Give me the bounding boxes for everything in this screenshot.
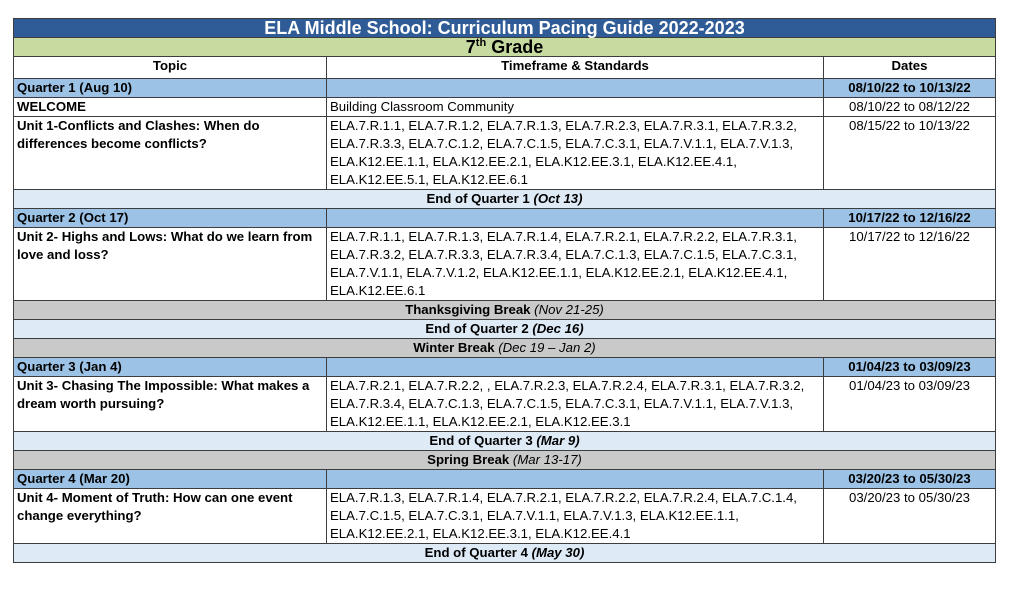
- break-date: (Nov 21-25): [534, 302, 604, 317]
- unit-row: [14, 117, 996, 190]
- quarter-label: Quarter 2 (Oct 17): [14, 209, 327, 228]
- end-of-quarter-date: (Mar 9): [536, 433, 580, 448]
- end-of-quarter-cell: [14, 190, 996, 209]
- unit-topic: Unit 1-Conflicts and Clashes: When do differences become conflicts?: [14, 117, 327, 190]
- end-of-quarter-text: End of Quarter 4: [424, 545, 532, 560]
- end-of-quarter-cell: [14, 320, 996, 339]
- quarter-label: Quarter 3 (Jan 4): [14, 358, 327, 377]
- break-row: [14, 339, 996, 358]
- quarter-dates: 01/04/23 to 03/09/23: [824, 358, 996, 377]
- quarter-spacer: [327, 358, 824, 377]
- unit-row: [14, 377, 996, 432]
- unit-topic: Unit 2- Highs and Lows: What do we learn from love and loss?: [14, 228, 327, 301]
- quarter-dates: 08/10/22 to 10/13/22: [824, 79, 996, 98]
- column-header-row: [14, 57, 996, 79]
- end-of-quarter-date: (May 30): [531, 545, 585, 560]
- grade-number: 7: [465, 37, 476, 57]
- grade-heading: [14, 38, 996, 57]
- quarter-dates: 03/20/23 to 05/30/23: [824, 470, 996, 489]
- break-cell: [14, 301, 996, 320]
- page-title: ELA Middle School: Curriculum Pacing Guide 2022-2023: [14, 19, 996, 38]
- unit-dates: 08/10/22 to 08/12/22: [824, 98, 996, 117]
- unit-standards: ELA.7.R.1.1, ELA.7.R.1.3, ELA.7.R.1.4, ELA.7.R.2.1, ELA.7.R.2.2, ELA.7.R.3.1, ELA.7.R.3.2, ELA.7.R.3.3, ELA.7.R.3.4, ELA.7.C.1.3, ELA.7.C.1.5, ELA.7.C.3.1, ELA.7.V.1.1, ELA.7.V.1.2, ELA.K12.EE.1.1, ELA.K12.EE.2.1, ELA.K12.EE.4.1, ELA.K12.EE.6.1: [327, 228, 824, 301]
- break-text: Winter Break: [413, 340, 499, 355]
- break-cell: [14, 339, 996, 358]
- quarter-spacer: [327, 209, 824, 228]
- welcome-row: [14, 98, 996, 117]
- header-dates: Dates: [824, 57, 996, 79]
- end-of-quarter-text: End of Quarter 1: [426, 191, 534, 206]
- end-of-quarter-cell: [14, 432, 996, 451]
- unit-topic: Unit 3- Chasing The Impossible: What makes a dream worth pursuing?: [14, 377, 327, 432]
- unit-dates: 03/20/23 to 05/30/23: [824, 489, 996, 544]
- break-text: Spring Break: [427, 452, 513, 467]
- grade-suffix: th: [475, 37, 487, 49]
- unit-dates: 01/04/23 to 03/09/23: [824, 377, 996, 432]
- end-of-quarter-row: [14, 320, 996, 339]
- unit-standards: Building Classroom Community: [327, 98, 824, 117]
- unit-standards: ELA.7.R.2.1, ELA.7.R.2.2, , ELA.7.R.2.3, ELA.7.R.2.4, ELA.7.R.3.1, ELA.7.R.3.2, ELA.7.R.3.4, ELA.7.C.1.3, ELA.7.C.1.5, ELA.7.C.3.1, ELA.7.V.1.1, ELA.7.V.1.3, ELA.K12.EE.1.1, ELA.K12.EE.2.1, ELA.K12.EE.3.1: [327, 377, 824, 432]
- pacing-guide-table: [13, 18, 996, 563]
- break-row: [14, 451, 996, 470]
- unit-row: [14, 489, 996, 544]
- end-of-quarter-cell: [14, 544, 996, 563]
- unit-standards: ELA.7.R.1.3, ELA.7.R.1.4, ELA.7.R.2.1, ELA.7.R.2.2, ELA.7.R.2.4, ELA.7.C.1.4, ELA.7.C.1.5, ELA.7.C.3.1, ELA.7.V.1.1, ELA.7.V.1.3, ELA.K12.EE.1.1, ELA.K12.EE.2.1, ELA.K12.EE.3.1, ELA.K12.EE.4.1: [327, 489, 824, 544]
- header-timeframe: Timeframe & Standards: [327, 57, 824, 79]
- quarter-row: [14, 209, 996, 228]
- header-topic: Topic: [14, 57, 327, 79]
- quarter-spacer: [327, 470, 824, 489]
- unit-row: [14, 228, 996, 301]
- unit-dates: 08/15/22 to 10/13/22: [824, 117, 996, 190]
- grade-row: [14, 38, 996, 57]
- title-row: [14, 19, 996, 38]
- end-of-quarter-row: [14, 544, 996, 563]
- end-of-quarter-text: End of Quarter 2: [425, 321, 533, 336]
- unit-standards: ELA.7.R.1.1, ELA.7.R.1.2, ELA.7.R.1.3, ELA.7.R.2.3, ELA.7.R.3.1, ELA.7.R.3.2, ELA.7.R.3.3, ELA.7.C.1.2, ELA.7.C.1.5, ELA.7.C.3.1, ELA.7.V.1.1, ELA.7.V.1.3, ELA.K12.EE.1.1, ELA.K12.EE.2.1, ELA.K12.EE.3.1, ELA.K12.EE.4.1, ELA.K12.EE.5.1, ELA.K12.EE.6.1: [327, 117, 824, 190]
- quarter-row: [14, 358, 996, 377]
- unit-topic: WELCOME: [14, 98, 327, 117]
- break-date: (Mar 13-17): [512, 452, 582, 467]
- end-of-quarter-row: [14, 190, 996, 209]
- end-of-quarter-text: End of Quarter 3: [429, 433, 537, 448]
- break-row: [14, 301, 996, 320]
- quarter-row: [14, 470, 996, 489]
- quarter-spacer: [327, 79, 824, 98]
- grade-word: Grade: [491, 37, 544, 57]
- unit-dates: 10/17/22 to 12/16/22: [824, 228, 996, 301]
- unit-topic: Unit 4- Moment of Truth: How can one event change everything?: [14, 489, 327, 544]
- break-text: Thanksgiving Break: [405, 302, 535, 317]
- end-of-quarter-row: [14, 432, 996, 451]
- break-date: (Dec 19 – Jan 2): [498, 340, 596, 355]
- break-cell: [14, 451, 996, 470]
- quarter-row: [14, 79, 996, 98]
- end-of-quarter-date: (Oct 13): [533, 191, 583, 206]
- quarter-label: Quarter 1 (Aug 10): [14, 79, 327, 98]
- end-of-quarter-date: (Dec 16): [532, 321, 584, 336]
- quarter-label: Quarter 4 (Mar 20): [14, 470, 327, 489]
- quarter-dates: 10/17/22 to 12/16/22: [824, 209, 996, 228]
